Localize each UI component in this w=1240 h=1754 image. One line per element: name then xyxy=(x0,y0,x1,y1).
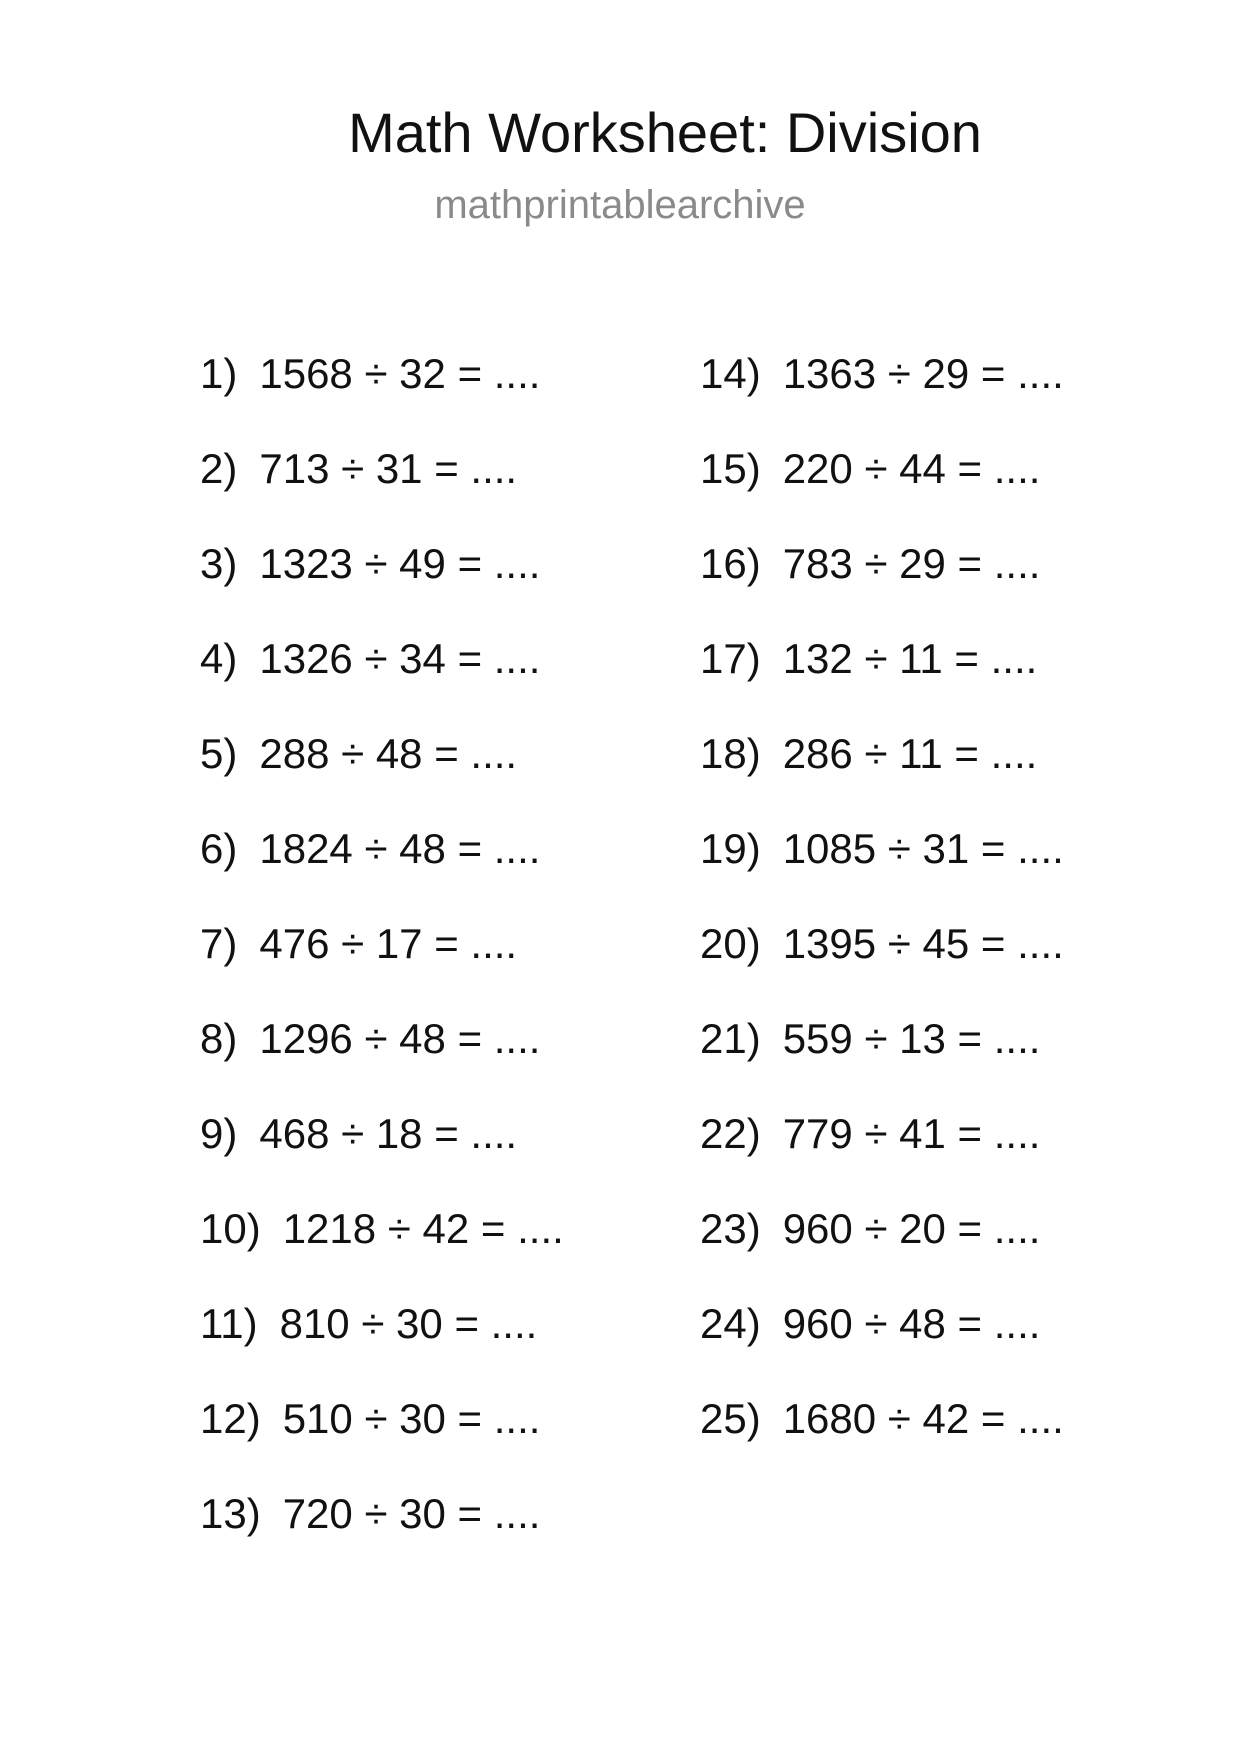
problem-expression: 476 ÷ 17 = .... xyxy=(259,920,518,967)
problem-expression: 510 ÷ 30 = .... xyxy=(282,1395,541,1442)
problem-item xyxy=(200,823,564,918)
problem-number: 1) xyxy=(200,350,238,397)
problem-expression: 1218 ÷ 42 = .... xyxy=(282,1205,564,1252)
problem-number: 8) xyxy=(200,1015,238,1062)
problem-item xyxy=(200,443,564,538)
problem-number: 22) xyxy=(700,1110,761,1157)
problem-item xyxy=(200,918,564,1013)
problem-item xyxy=(700,918,1064,1013)
problem-item xyxy=(200,1013,564,1108)
problem-number: 16) xyxy=(700,540,761,587)
problem-number: 18) xyxy=(700,730,761,777)
problem-item xyxy=(200,1108,564,1203)
problem-expression: 960 ÷ 48 = .... xyxy=(782,1300,1041,1347)
problem-item xyxy=(200,1203,564,1298)
problem-expression: 810 ÷ 30 = .... xyxy=(279,1300,538,1347)
problem-number: 12) xyxy=(200,1395,261,1442)
problem-expression: 220 ÷ 44 = .... xyxy=(782,445,1041,492)
page-subtitle: mathprintablearchive xyxy=(434,183,806,227)
problem-item xyxy=(700,1298,1064,1393)
problem-number: 9) xyxy=(200,1110,238,1157)
problem-item xyxy=(700,1393,1064,1488)
problem-expression: 779 ÷ 41 = .... xyxy=(782,1110,1041,1157)
problem-expression: 1395 ÷ 45 = .... xyxy=(782,920,1064,967)
problem-expression: 286 ÷ 11 = .... xyxy=(782,730,1038,777)
problem-number: 3) xyxy=(200,540,238,587)
problems-column-left xyxy=(200,348,564,1583)
problem-number: 24) xyxy=(700,1300,761,1347)
problem-number: 20) xyxy=(700,920,761,967)
problem-expression: 1296 ÷ 48 = .... xyxy=(259,1015,541,1062)
problem-item xyxy=(700,728,1064,823)
problem-item xyxy=(200,728,564,823)
problem-item xyxy=(200,1298,564,1393)
problem-number: 7) xyxy=(200,920,238,967)
problem-number: 23) xyxy=(700,1205,761,1252)
problem-number: 19) xyxy=(700,825,761,872)
problem-item xyxy=(200,1488,564,1583)
problem-item xyxy=(700,348,1064,443)
problem-number: 10) xyxy=(200,1205,261,1252)
problem-item xyxy=(700,1013,1064,1108)
problem-expression: 720 ÷ 30 = .... xyxy=(282,1490,541,1537)
problem-expression: 1326 ÷ 34 = .... xyxy=(259,635,541,682)
problem-expression: 1568 ÷ 32 = .... xyxy=(259,350,541,397)
problem-expression: 960 ÷ 20 = .... xyxy=(782,1205,1041,1252)
problem-number: 13) xyxy=(200,1490,261,1537)
problem-number: 25) xyxy=(700,1395,761,1442)
problem-item xyxy=(200,538,564,633)
problem-number: 14) xyxy=(700,350,761,397)
problem-item xyxy=(700,443,1064,538)
problem-expression: 1824 ÷ 48 = .... xyxy=(259,825,541,872)
problem-expression: 1363 ÷ 29 = .... xyxy=(782,350,1064,397)
problem-expression: 783 ÷ 29 = .... xyxy=(782,540,1041,587)
problem-expression: 288 ÷ 48 = .... xyxy=(259,730,518,777)
problem-expression: 559 ÷ 13 = .... xyxy=(782,1015,1041,1062)
problem-item xyxy=(200,348,564,443)
problem-number: 6) xyxy=(200,825,238,872)
problem-expression: 132 ÷ 11 = .... xyxy=(782,635,1038,682)
problem-number: 17) xyxy=(700,635,761,682)
problem-expression: 1680 ÷ 42 = .... xyxy=(782,1395,1064,1442)
problem-item xyxy=(200,1393,564,1488)
problem-number: 2) xyxy=(200,445,238,492)
problem-item xyxy=(700,823,1064,918)
problems-column-right xyxy=(700,348,1064,1488)
problem-item xyxy=(700,1108,1064,1203)
problem-number: 21) xyxy=(700,1015,761,1062)
problem-number: 5) xyxy=(200,730,238,777)
problem-expression: 713 ÷ 31 = .... xyxy=(259,445,518,492)
problem-expression: 1085 ÷ 31 = .... xyxy=(782,825,1064,872)
problem-number: 4) xyxy=(200,635,238,682)
problem-number: 11) xyxy=(200,1300,258,1347)
page-title: Math Worksheet: Division xyxy=(348,101,982,164)
problem-item xyxy=(200,633,564,728)
problem-expression: 468 ÷ 18 = .... xyxy=(259,1110,518,1157)
problem-item xyxy=(700,633,1064,728)
problem-number: 15) xyxy=(700,445,761,492)
problem-expression: 1323 ÷ 49 = .... xyxy=(259,540,541,587)
problem-item xyxy=(700,1203,1064,1298)
problem-item xyxy=(700,538,1064,633)
